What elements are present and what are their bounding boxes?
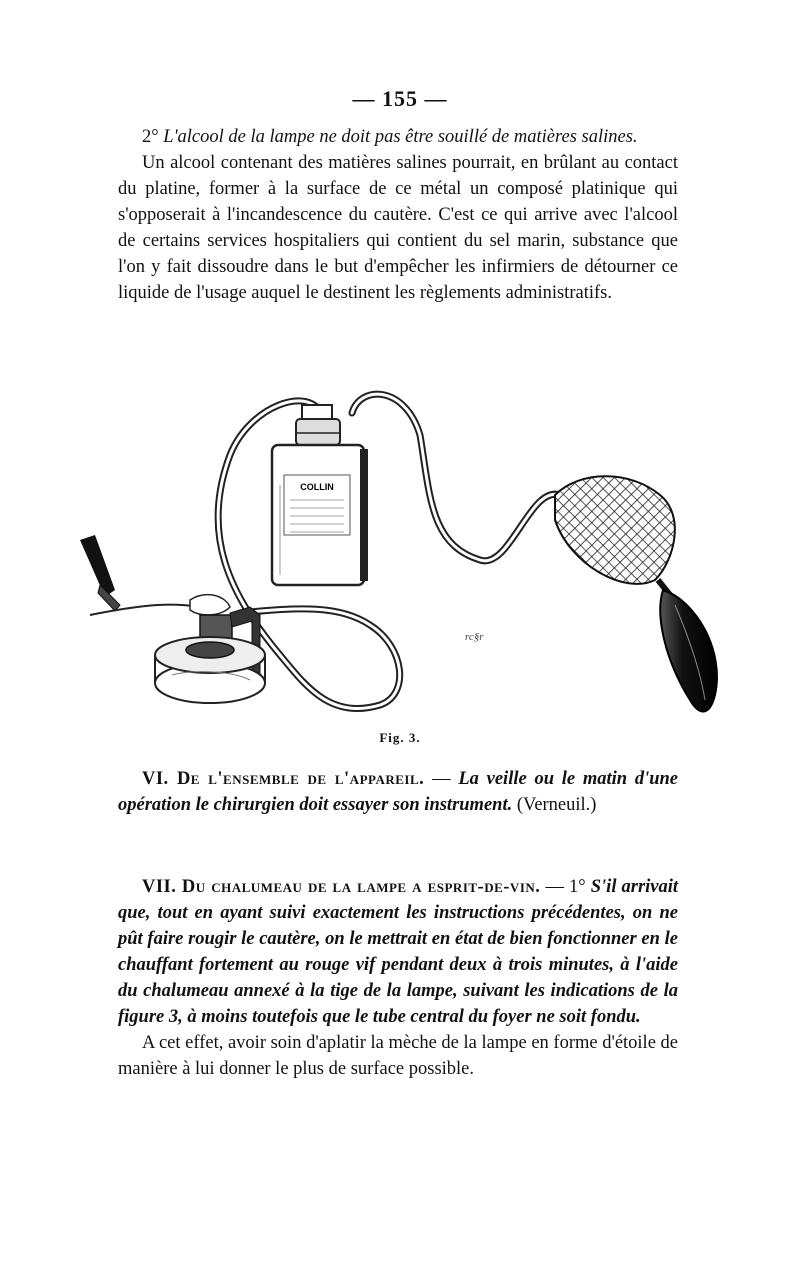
section-7-paragraph-1 (118, 874, 678, 1030)
section-6-attribution: (Verneuil.) (516, 795, 597, 815)
section-7-body-2: à moins toutefois que le tube central du foyer ne soit fondu. (187, 1007, 641, 1027)
section-2-body: Un alcool contenant des matières salines pourrait, en brûlant au contact du platine, former à la surface de ce métal un composé platinique qui s'opposerait à l'incandescence du cautère. C'est ce qui arrive avec l'alcool de certains services hospitaliers qui contient du sel marin, substance que l'on y fait dissoudre dans le but d'empêcher les infirmiers de détourner ce liquide de l'usage auquel le destinent les règlements administratifs. (118, 153, 678, 303)
section-7-paragraph-2: A cet effet, avoir soin d'aplatir la mèche de la lampe en forme d'étoile de manière à lui donner le plus de surface possible. (118, 1033, 678, 1079)
collin-bottle (272, 405, 368, 585)
alcohol-lamp (90, 595, 265, 703)
section-2-title-paragraph (118, 124, 678, 150)
engraver-signature: rc§r (465, 631, 484, 643)
section-7-dash: — (545, 877, 564, 897)
section-6-body: La veille ou le matin d'une opération le chirurgien doit essayer son instrument. (118, 769, 679, 815)
section-7-block (118, 874, 678, 1082)
section-6-paragraph (118, 766, 678, 818)
figure-3 (60, 375, 760, 720)
section-2-block (118, 124, 678, 306)
mesh-bulb (555, 476, 675, 584)
section-2-marker: 2° (142, 127, 159, 147)
section-6-heading: VI. De l'ensemble de l'appareil. (142, 769, 425, 789)
cautery-handle (80, 535, 120, 611)
section-6-dash: — (432, 769, 451, 789)
section-7-figure-ref: figure 3, (118, 1007, 183, 1027)
section-2-title: L'alcool de la lampe ne doit pas être souillé de matières salines. (163, 127, 638, 147)
page-number: — 155 — (352, 86, 448, 111)
section-6-block (118, 766, 678, 818)
rubber-bulb (660, 590, 717, 711)
rubber-tube (218, 394, 560, 708)
section-7-heading: VII. Du chalumeau de la lampe a esprit-de-vin. (142, 877, 541, 897)
bottle-label: COLLIN (300, 482, 334, 492)
section-7-marker: 1° (569, 877, 586, 897)
thermocautery-apparatus-illustration (60, 375, 760, 720)
figure-caption: Fig. 3. (379, 730, 421, 745)
section-7-body: S'il arrivait que, tout en ayant suivi exactement les instructions précédentes, on ne pût faire rougir le cautère, on le mettrait en état de bien fonctionner en le chauffant fortement au rouge vif pendant deux à trois minutes, à l'aide du chalumeau annexé à la tige de la lampe, suivant les indications de la (118, 877, 679, 1001)
